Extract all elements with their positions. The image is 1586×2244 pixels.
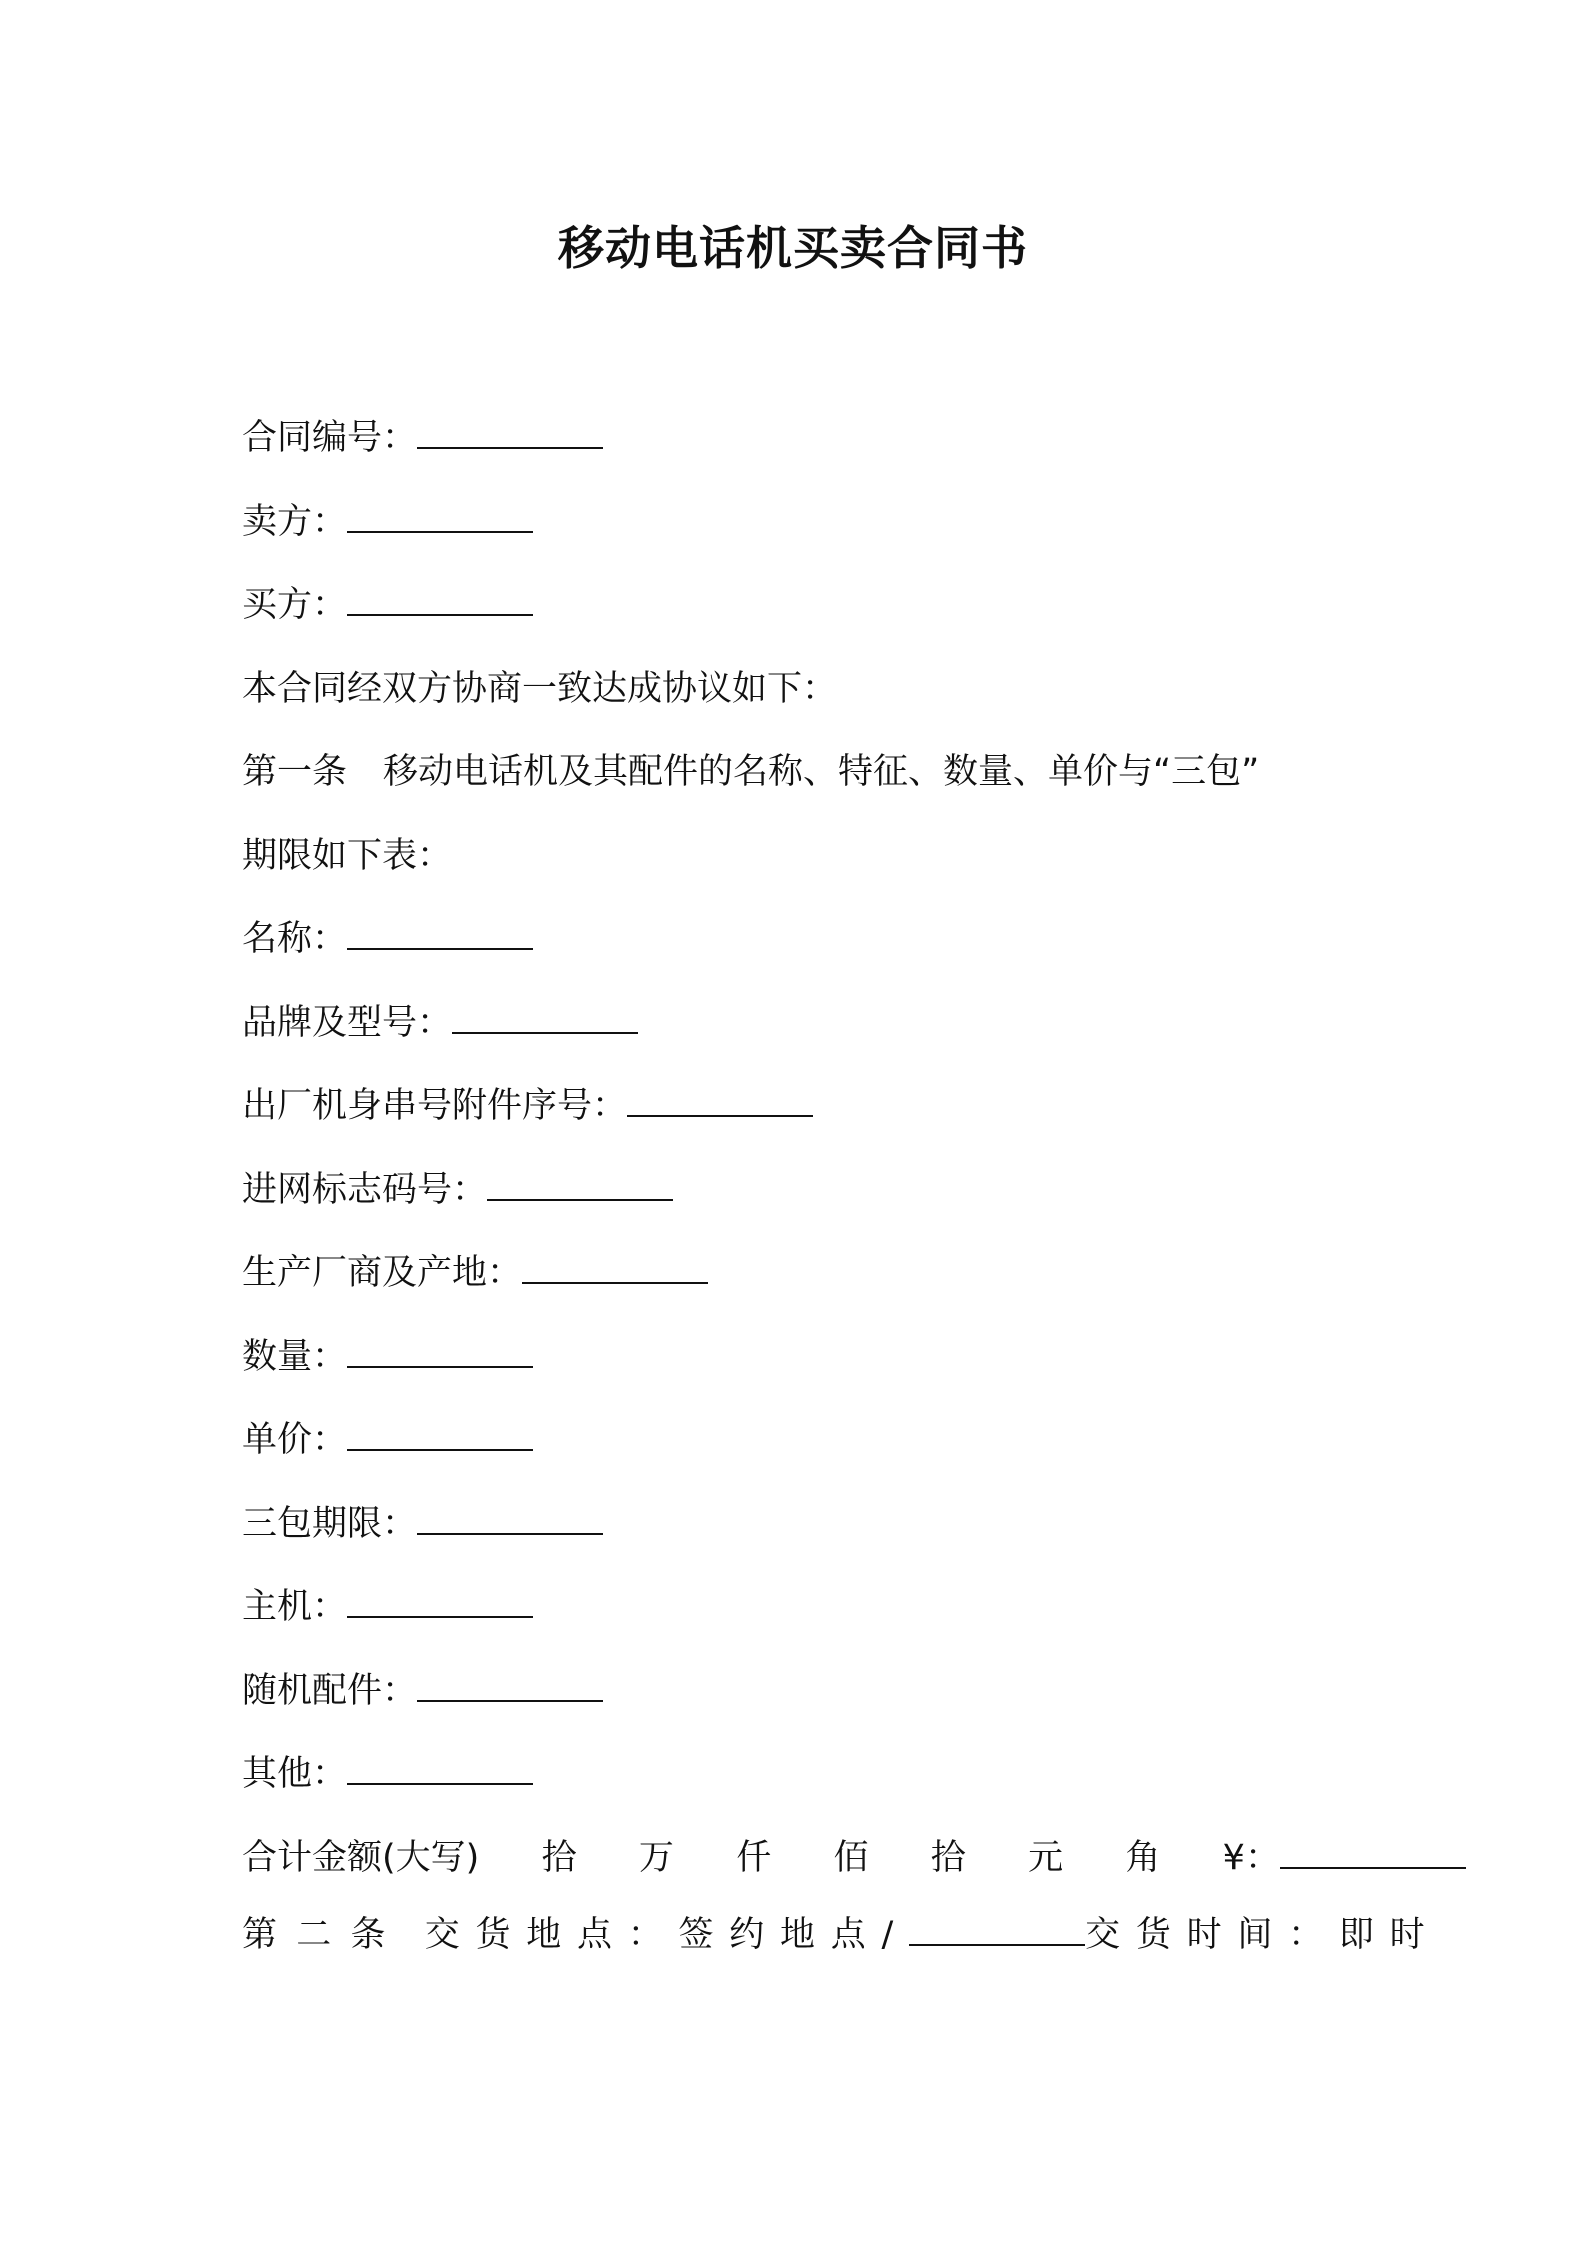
field-line (242, 1081, 813, 1131)
unit-price-blank[interactable] (347, 1415, 533, 1451)
brand-model-blank[interactable] (452, 998, 638, 1034)
manufacturer-blank[interactable] (522, 1248, 708, 1284)
delivery-place-value: 签约地点/ (678, 1915, 910, 1955)
warranty-period-blank[interactable] (417, 1499, 603, 1535)
delivery-place-label: 交货地点： (424, 1915, 679, 1955)
article1-text-line1: 移动电话机及其配件的名称、特征、数量、单价与“三包” (383, 752, 1260, 792)
delivery-time-label: 交货时间： (1085, 1915, 1339, 1955)
document-title: 移动电话机买卖合同书 (558, 221, 1028, 275)
field-line (242, 998, 638, 1048)
total-amount-line (242, 1833, 1466, 1883)
accessories-blank[interactable] (417, 1666, 603, 1702)
field-line (242, 1749, 533, 1799)
field-line (242, 1248, 708, 1298)
name-blank[interactable] (347, 914, 533, 950)
field-line (242, 1666, 603, 1716)
unit-yuan: 元 (1028, 1838, 1064, 1878)
field-line (242, 1165, 673, 1215)
seller-label: 卖方： (242, 502, 348, 542)
warranty-period-label: 三包期限： (242, 1504, 418, 1544)
delivery-place-blank[interactable] (909, 1910, 1085, 1946)
unit-shi-2: 拾 (930, 1838, 966, 1878)
field-line (242, 1499, 603, 1549)
manufacturer-label: 生产厂商及产地： (242, 1253, 523, 1293)
accessories-label: 随机配件： (242, 1671, 418, 1711)
host-blank[interactable] (347, 1582, 533, 1618)
unit-shi: 拾 (541, 1838, 577, 1878)
buyer-blank[interactable] (347, 580, 533, 616)
contract-number-line (242, 413, 603, 463)
unit-bai: 佰 (833, 1838, 869, 1878)
total-amount-label: 合计金额(大写) (242, 1838, 480, 1878)
currency-label: ¥： (1222, 1838, 1280, 1878)
article1-number: 第一条 (242, 752, 348, 792)
other-label: 其他： (242, 1754, 348, 1794)
name-label: 名称： (242, 919, 348, 959)
article1-line1 (242, 747, 1259, 797)
unit-price-label: 单价： (242, 1420, 348, 1460)
article1-line2: 期限如下表： (242, 836, 453, 876)
quantity-label: 数量： (242, 1337, 348, 1377)
article2-line (242, 1910, 1440, 1960)
contract-number-blank[interactable] (417, 413, 603, 449)
serial-number-blank[interactable] (627, 1081, 813, 1117)
contract-number-label: 合同编号： (242, 418, 418, 458)
unit-wan: 万 (638, 1838, 674, 1878)
field-line (242, 1415, 533, 1465)
field-line (242, 1582, 533, 1632)
buyer-label: 买方： (242, 585, 348, 625)
field-line (242, 1332, 533, 1382)
host-label: 主机： (242, 1587, 348, 1627)
delivery-time-value: 即时 (1338, 1915, 1441, 1955)
total-amount-blank[interactable] (1280, 1833, 1466, 1869)
buyer-line (242, 580, 533, 630)
seller-line (242, 497, 533, 547)
article2-number: 第二条 (242, 1915, 405, 1955)
brand-model-label: 品牌及型号： (242, 1003, 453, 1043)
other-blank[interactable] (347, 1749, 533, 1785)
serial-number-label: 出厂机身串号附件序号： (242, 1086, 628, 1126)
unit-jiao: 角 (1125, 1838, 1161, 1878)
unit-qian: 仟 (736, 1838, 772, 1878)
field-line (242, 914, 533, 964)
network-code-label: 进网标志码号： (242, 1170, 488, 1210)
seller-blank[interactable] (347, 497, 533, 533)
quantity-blank[interactable] (347, 1332, 533, 1368)
intro-line: 本合同经双方协商一致达成协议如下： (242, 669, 838, 709)
network-code-blank[interactable] (487, 1165, 673, 1201)
